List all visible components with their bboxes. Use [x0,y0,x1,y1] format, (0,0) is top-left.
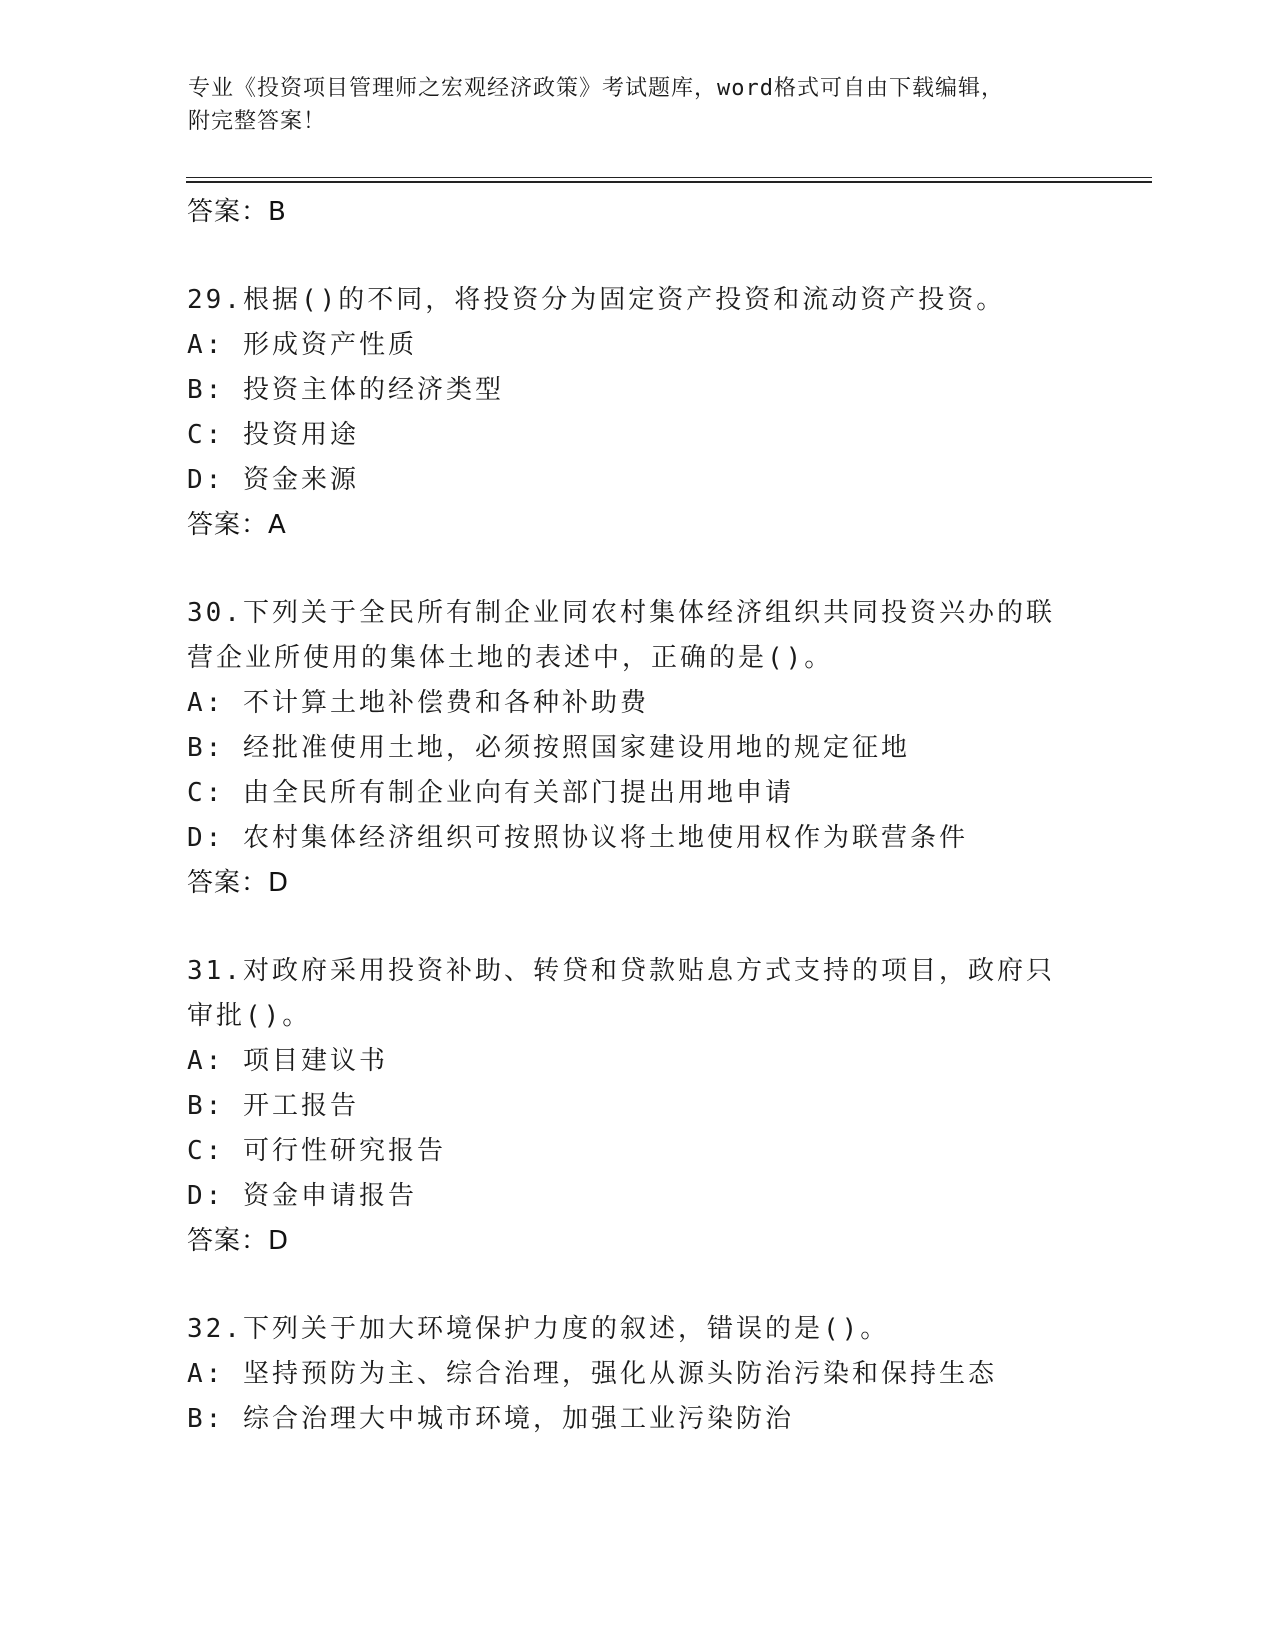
answer-line: 答案：D [187,1226,290,1256]
answer-line: 答案：B [187,197,287,227]
option-item [187,368,1087,413]
question-block [187,591,1087,906]
option-item [187,323,1087,368]
option-letter: D: [187,1181,225,1211]
question-text [187,1307,1067,1352]
option-letter: A: [187,1046,225,1076]
question-stem: 下列关于加大环境保护力度的叙述，错误的是()。 [242,1314,890,1344]
option-letter: D: [187,823,225,853]
question-text [187,949,1067,1039]
option-item [187,1129,1087,1174]
question-stem: 根据()的不同，将投资分为固定资产投资和流动资产投资。 [242,285,1006,315]
option-letter: A: [187,1359,225,1389]
option-text: 形成资产性质 [242,330,417,360]
option-item [187,681,1087,726]
option-item [187,1084,1087,1129]
question-text [187,278,1067,323]
option-letter: C: [187,420,225,450]
option-item [187,413,1087,458]
header-line-2: 附完整答案！ [188,109,327,134]
option-letter: B: [187,1404,225,1434]
option-text: 项目建议书 [242,1046,388,1076]
option-text: 投资主体的经济类型 [242,375,504,405]
option-letter: B: [187,733,225,763]
option-text: 坚持预防为主、综合治理，强化从源头防治污染和保持生态 [242,1359,997,1389]
option-letter: B: [187,1091,225,1121]
option-text: 由全民所有制企业向有关部门提出用地申请 [242,778,794,808]
option-text: 不计算土地补偿费和各种补助费 [242,688,649,718]
option-item [187,1397,1087,1442]
question-text [187,591,1067,681]
header-rule-thick [186,181,1152,183]
header-line-1: 专业《投资项目管理师之宏观经济政策》考试题库，word格式可自由下载编辑， [188,76,1004,101]
option-item [187,458,1087,503]
question-number: 29. [187,285,243,315]
option-item [187,1039,1087,1084]
question-number: 32. [187,1314,243,1344]
question-stem: 下列关于全民所有制企业同农村集体经济组织共同投资兴办的联营企业所使用的集体土地的表述中，正确的是()。 [187,598,1055,673]
option-text: 开工报告 [242,1091,359,1121]
answer-line: 答案：A [187,510,287,540]
option-item [187,1352,1087,1397]
option-item [187,726,1087,771]
option-letter: C: [187,1136,225,1166]
option-text: 经批准使用土地，必须按照国家建设用地的规定征地 [242,733,910,763]
option-text: 农村集体经济组织可按照协议将土地使用权作为联营条件 [242,823,968,853]
option-text: 资金申请报告 [242,1181,417,1211]
option-text: 综合治理大中城市环境，加强工业污染防治 [242,1404,794,1434]
option-letter: B: [187,375,225,405]
question-block [187,1307,1087,1442]
option-letter: C: [187,778,225,808]
option-item [187,1174,1087,1219]
option-text: 投资用途 [242,420,359,450]
option-text: 可行性研究报告 [242,1136,446,1166]
answer-line: 答案：D [187,868,290,898]
option-item [187,771,1087,816]
question-stem: 对政府采用投资补助、转贷和贷款贴息方式支持的项目，政府只审批()。 [187,956,1055,1031]
question-block [187,278,1087,548]
header-rule-thin [186,177,1152,178]
question-number: 30. [187,598,243,628]
option-letter: A: [187,330,225,360]
option-item [187,816,1087,861]
question-list [187,190,1087,1442]
option-letter: A: [187,688,225,718]
document-header [188,72,1068,138]
option-text: 资金来源 [242,465,359,495]
question-block [187,949,1087,1264]
option-letter: D: [187,465,225,495]
question-number: 31. [187,956,243,986]
